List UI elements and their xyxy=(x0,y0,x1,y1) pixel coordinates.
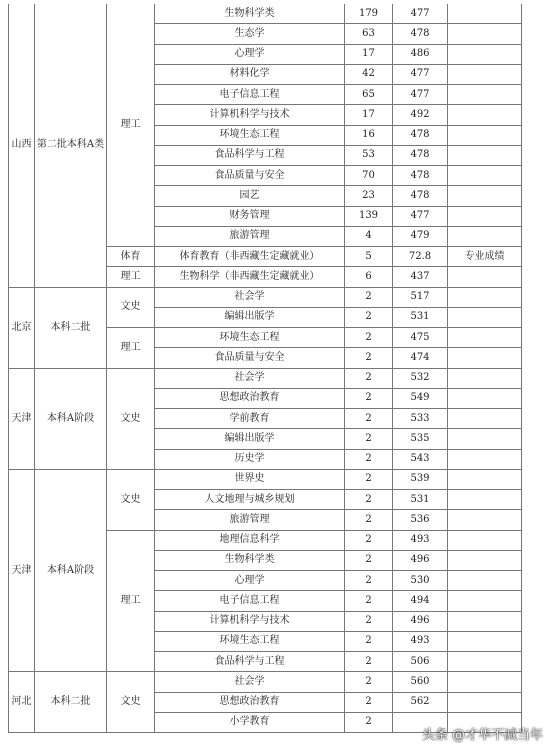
major-cell: 社会学 xyxy=(155,672,345,692)
plan-cell: 2 xyxy=(345,409,393,429)
plan-cell: 2 xyxy=(345,652,393,672)
plan-cell: 2 xyxy=(345,287,393,307)
major-cell: 编辑出版学 xyxy=(155,307,345,327)
score-cell: 486 xyxy=(393,44,448,64)
note-cell xyxy=(448,4,522,24)
major-cell: 食品科学与工程 xyxy=(155,652,345,672)
score-cell: 72.8 xyxy=(393,247,448,267)
plan-cell: 5 xyxy=(345,247,393,267)
score-cell: 477 xyxy=(393,85,448,105)
note-cell xyxy=(448,429,522,449)
major-cell: 体育教育（非西藏生定藏就业） xyxy=(155,247,345,267)
score-cell: 496 xyxy=(393,550,448,570)
plan-cell: 2 xyxy=(345,328,393,348)
note-cell xyxy=(448,125,522,145)
score-cell: 533 xyxy=(393,409,448,429)
plan-cell: 2 xyxy=(345,631,393,651)
plan-cell: 2 xyxy=(345,672,393,692)
category-cell: 理工 xyxy=(107,328,155,369)
province-cell: 山西 xyxy=(9,4,35,287)
major-cell: 旅游管理 xyxy=(155,510,345,530)
category-cell: 理工 xyxy=(107,530,155,672)
score-cell: 531 xyxy=(393,490,448,510)
plan-cell: 179 xyxy=(345,4,393,24)
score-cell: 477 xyxy=(393,64,448,84)
note-cell xyxy=(448,226,522,246)
plan-cell: 63 xyxy=(345,24,393,44)
note-cell xyxy=(448,530,522,550)
score-cell: 493 xyxy=(393,530,448,550)
major-cell: 生物科学（非西藏生定藏就业） xyxy=(155,267,345,287)
score-cell: 494 xyxy=(393,591,448,611)
note-cell xyxy=(448,206,522,226)
score-cell: 478 xyxy=(393,24,448,44)
note-cell xyxy=(448,409,522,429)
plan-cell: 42 xyxy=(345,64,393,84)
batch-cell: 本科二批 xyxy=(35,287,107,368)
note-cell xyxy=(448,469,522,489)
note-cell xyxy=(448,449,522,469)
major-cell: 电子信息工程 xyxy=(155,85,345,105)
plan-cell: 17 xyxy=(345,105,393,125)
score-cell: 478 xyxy=(393,145,448,165)
province-cell: 天津 xyxy=(9,368,35,469)
score-cell: 493 xyxy=(393,631,448,651)
table-row xyxy=(9,672,522,692)
note-cell xyxy=(448,571,522,591)
major-cell: 学前教育 xyxy=(155,409,345,429)
major-cell: 人文地理与城乡规划 xyxy=(155,490,345,510)
note-cell xyxy=(448,550,522,570)
note-cell xyxy=(448,652,522,672)
category-cell: 文史 xyxy=(107,287,155,328)
plan-cell: 23 xyxy=(345,186,393,206)
plan-cell: 139 xyxy=(345,206,393,226)
score-cell: 562 xyxy=(393,692,448,712)
note-cell xyxy=(448,145,522,165)
category-cell: 文史 xyxy=(107,672,155,733)
watermark-text: 头条 @才华不减当年 xyxy=(421,728,543,743)
category-cell: 文史 xyxy=(107,469,155,530)
plan-cell: 65 xyxy=(345,85,393,105)
note-cell xyxy=(448,64,522,84)
score-cell: 531 xyxy=(393,307,448,327)
note-cell xyxy=(448,24,522,44)
admissions-table xyxy=(8,4,522,733)
major-cell: 社会学 xyxy=(155,368,345,388)
major-cell: 食品科学与工程 xyxy=(155,145,345,165)
table-row xyxy=(9,469,522,489)
major-cell: 计算机科学与技术 xyxy=(155,105,345,125)
note-cell xyxy=(448,267,522,287)
plan-cell: 2 xyxy=(345,490,393,510)
score-cell: 474 xyxy=(393,348,448,368)
plan-cell: 2 xyxy=(345,429,393,449)
table-row xyxy=(9,368,522,388)
province-cell: 河北 xyxy=(9,672,35,733)
plan-cell: 70 xyxy=(345,166,393,186)
score-cell: 549 xyxy=(393,388,448,408)
major-cell: 食品质量与安全 xyxy=(155,166,345,186)
note-cell xyxy=(448,672,522,692)
note-cell: 专业成绩 xyxy=(448,247,522,267)
major-cell: 社会学 xyxy=(155,287,345,307)
note-cell xyxy=(448,692,522,712)
major-cell: 心理学 xyxy=(155,44,345,64)
plan-cell: 2 xyxy=(345,368,393,388)
plan-cell: 6 xyxy=(345,267,393,287)
plan-cell: 2 xyxy=(345,388,393,408)
province-cell: 北京 xyxy=(9,287,35,368)
major-cell: 生物科学类 xyxy=(155,4,345,24)
major-cell: 食品质量与安全 xyxy=(155,348,345,368)
category-cell: 理工 xyxy=(107,4,155,247)
note-cell xyxy=(448,105,522,125)
note-cell xyxy=(448,44,522,64)
batch-cell: 第二批本科A类 xyxy=(35,4,107,287)
major-cell: 园艺 xyxy=(155,186,345,206)
plan-cell: 2 xyxy=(345,591,393,611)
category-cell: 体育 xyxy=(107,247,155,267)
note-cell xyxy=(448,85,522,105)
batch-cell: 本科A阶段 xyxy=(35,469,107,672)
score-cell: 477 xyxy=(393,4,448,24)
note-cell xyxy=(448,591,522,611)
note-cell xyxy=(448,328,522,348)
major-cell: 思想政治教育 xyxy=(155,692,345,712)
plan-cell: 2 xyxy=(345,510,393,530)
plan-cell: 4 xyxy=(345,226,393,246)
score-cell: 478 xyxy=(393,166,448,186)
score-cell: 530 xyxy=(393,571,448,591)
score-cell: 478 xyxy=(393,186,448,206)
plan-cell: 2 xyxy=(345,712,393,732)
major-cell: 地理信息科学 xyxy=(155,530,345,550)
score-cell: 532 xyxy=(393,368,448,388)
score-cell: 560 xyxy=(393,672,448,692)
score-cell: 479 xyxy=(393,226,448,246)
note-cell xyxy=(448,510,522,530)
table-row xyxy=(9,4,522,24)
plan-cell: 2 xyxy=(345,307,393,327)
note-cell xyxy=(448,490,522,510)
score-cell: 506 xyxy=(393,652,448,672)
note-cell xyxy=(448,287,522,307)
major-cell: 生态学 xyxy=(155,24,345,44)
note-cell xyxy=(448,166,522,186)
major-cell: 世界史 xyxy=(155,469,345,489)
score-cell: 543 xyxy=(393,449,448,469)
plan-cell: 2 xyxy=(345,692,393,712)
table-row xyxy=(9,287,522,307)
major-cell: 旅游管理 xyxy=(155,226,345,246)
plan-cell: 2 xyxy=(345,469,393,489)
plan-cell: 2 xyxy=(345,550,393,570)
batch-cell: 本科A阶段 xyxy=(35,368,107,469)
major-cell: 计算机科学与技术 xyxy=(155,611,345,631)
note-cell xyxy=(448,631,522,651)
major-cell: 材料化学 xyxy=(155,64,345,84)
note-cell xyxy=(448,388,522,408)
score-cell: 535 xyxy=(393,429,448,449)
batch-cell: 本科二批 xyxy=(35,672,107,733)
score-cell: 478 xyxy=(393,125,448,145)
score-cell: 536 xyxy=(393,510,448,530)
category-cell: 文史 xyxy=(107,368,155,469)
note-cell xyxy=(448,348,522,368)
plan-cell: 53 xyxy=(345,145,393,165)
major-cell: 思想政治教育 xyxy=(155,388,345,408)
major-cell: 生物科学类 xyxy=(155,550,345,570)
score-cell: 496 xyxy=(393,611,448,631)
major-cell: 环境生态工程 xyxy=(155,125,345,145)
major-cell: 心理学 xyxy=(155,571,345,591)
major-cell: 环境生态工程 xyxy=(155,631,345,651)
score-cell: 492 xyxy=(393,105,448,125)
plan-cell: 2 xyxy=(345,348,393,368)
plan-cell: 17 xyxy=(345,44,393,64)
score-cell: 437 xyxy=(393,267,448,287)
plan-cell: 2 xyxy=(345,449,393,469)
score-cell: 517 xyxy=(393,287,448,307)
category-cell: 理工 xyxy=(107,267,155,287)
major-cell: 电子信息工程 xyxy=(155,591,345,611)
score-cell: 477 xyxy=(393,206,448,226)
major-cell: 环境生态工程 xyxy=(155,328,345,348)
major-cell: 编辑出版学 xyxy=(155,429,345,449)
note-cell xyxy=(448,307,522,327)
province-cell: 天津 xyxy=(9,469,35,672)
score-cell: 475 xyxy=(393,328,448,348)
plan-cell: 2 xyxy=(345,611,393,631)
major-cell: 历史学 xyxy=(155,449,345,469)
major-cell: 小学教育 xyxy=(155,712,345,732)
score-cell: 539 xyxy=(393,469,448,489)
note-cell xyxy=(448,368,522,388)
note-cell xyxy=(448,186,522,206)
plan-cell: 16 xyxy=(345,125,393,145)
plan-cell: 2 xyxy=(345,571,393,591)
plan-cell: 2 xyxy=(345,530,393,550)
major-cell: 财务管理 xyxy=(155,206,345,226)
note-cell xyxy=(448,611,522,631)
